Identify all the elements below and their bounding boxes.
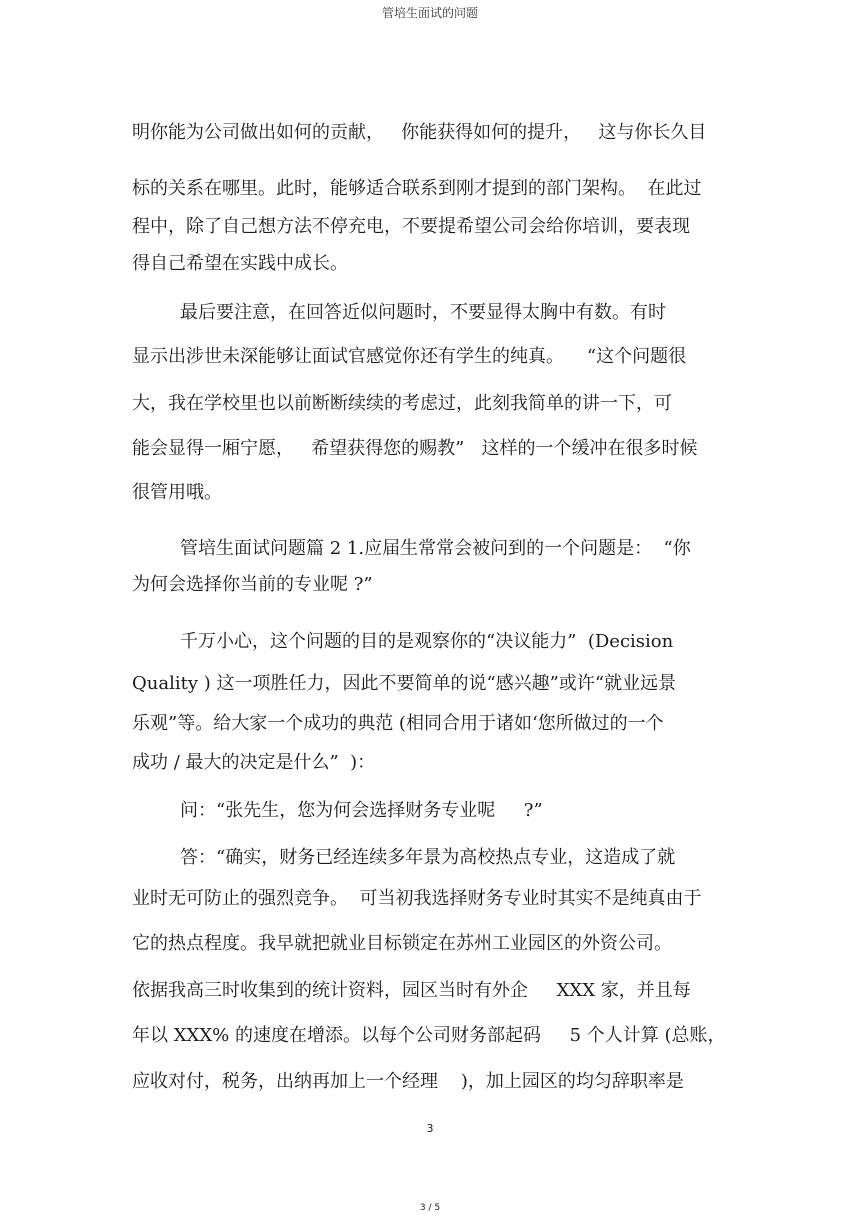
body-line-9: 很管用哦。 (132, 482, 222, 503)
body-line-5: 最后要注意，在回答近似问题时，不要显得太胸中有数。有时 (180, 302, 666, 323)
page-of-indicator: 3 / 5 (419, 1203, 441, 1213)
document-header-title: 管培生面试的问题 (381, 6, 478, 20)
body-line-8: 能会显得一厢宁愿， 希望获得您的赐教” 这样的一个缓冲在很多时候 (132, 438, 698, 459)
body-line-16: 问：“张先生，您为何会选择财务专业呢 ?” (180, 800, 543, 821)
body-line-14: 乐观”等。给大家一个成功的典范 (相同合用于诸如‘您所做过的一个 (132, 713, 664, 734)
body-line-22: 应收对付，税务，出纳再加上一个经理 )，加上园区的均匀辞职率是 (132, 1071, 684, 1092)
body-line-18: 业时无可防止的强烈竞争。 可当初我选择财务专业时其实不是纯真由于 (132, 888, 702, 909)
body-line-12: 千万小心，这个问题的目的是观察你的“决议能力” (Decision (180, 631, 674, 652)
body-line-3: 程中，除了自己想方法不停充电，不要提希望公司会给你培训，要表现 (132, 216, 690, 237)
page-number: 3 (426, 1122, 434, 1135)
body-line-6: 显示出涉世未深能够让面试官感觉你还有学生的纯真。 “这个问题很 (132, 346, 687, 367)
body-line-19: 它的热点程度。我早就把就业目标锁定在苏州工业园区的外资公司。 (132, 933, 672, 954)
body-line-20: 依据我高三时收集到的统计资料，园区当时有外企 XXX 家，并且每 (132, 980, 691, 1001)
body-line-21: 年以 XXX% 的速度在增添。以每个公司财务部起码 5 个人计算 (总账， (132, 1025, 726, 1046)
body-line-15: 成功 / 最大的决定是什么” )： (132, 752, 376, 773)
body-line-1: 明你能为公司做出如何的贡献， 你能获得如何的提升， 这与你长久目 (132, 122, 707, 143)
body-line-2: 标的关系在哪里。此时，能够适合联系到刚才提到的部门架构。 在此过 (132, 178, 702, 199)
body-line-10: 管培生面试问题篇 2 1.应届生常常会被问到的一个问题是： “你 (180, 538, 691, 559)
body-line-7: 大，我在学校里也以前断断续续的考虑过，此刻我简单的讲一下，可 (132, 393, 672, 414)
body-line-4: 得自己希望在实践中成长。 (132, 253, 348, 274)
body-line-11: 为何会选择你当前的专业呢 ?” (132, 574, 373, 595)
body-line-13: Quality ) 这一项胜任力，因此不要简单的说“感兴趣”或许“就业远景 (132, 673, 677, 694)
body-line-17: 答：“确实，财务已经连续多年景为高校热点专业，这造成了就 (180, 847, 676, 868)
